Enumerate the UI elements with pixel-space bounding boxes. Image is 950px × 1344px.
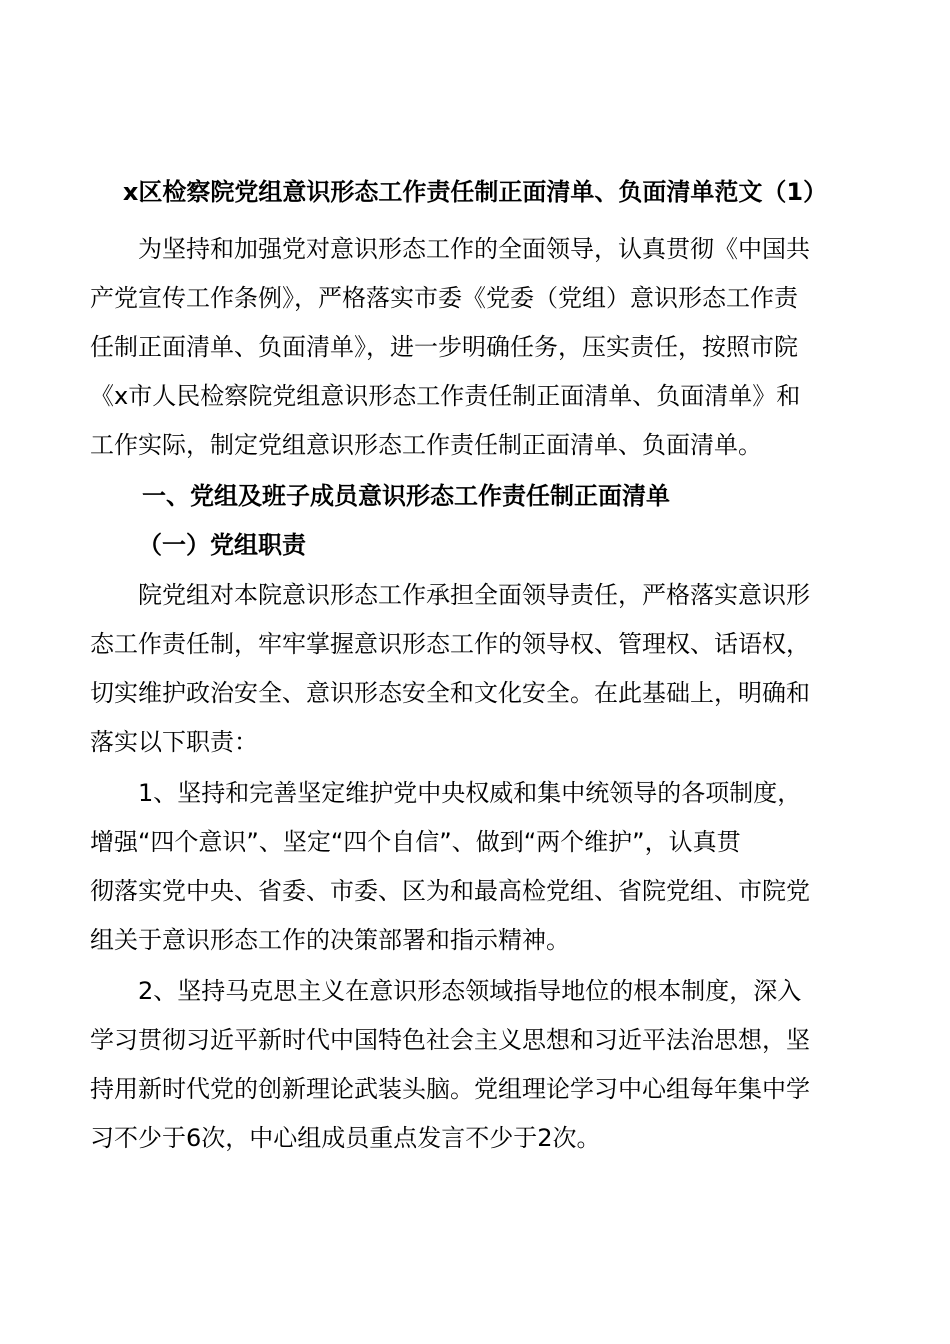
- intro-paragraph: [90, 225, 860, 470]
- item-1-line: 增强“四个意识”、坚定“四个自信”、做到“两个维护”，认真贯: [90, 828, 741, 856]
- item-2-paragraph: [90, 967, 860, 1163]
- duties-line: 院党组对本院意识形态工作承担全面领导责任，严格落实意识形: [90, 581, 810, 609]
- section-heading: 一、党组及班子成员意识形态工作责任制正面清单: [142, 482, 670, 510]
- item-2-line: 习不少于6次，中心组成员重点发言不少于2次。: [90, 1124, 601, 1152]
- duties-line: 落实以下职责：: [90, 728, 258, 756]
- subsection-heading: （一）党组职责: [138, 531, 306, 559]
- intro-line: 为坚持和加强党对意识形态工作的全面领导，认真贯彻《中国共: [90, 235, 810, 263]
- item-2-line: 学习贯彻习近平新时代中国特色社会主义思想和习近平法治思想，坚: [90, 1026, 810, 1054]
- item-2-line: 持用新时代党的创新理论武装头脑。党组理论学习中心组每年集中学: [90, 1075, 810, 1103]
- document-title: x区检察院党组意识形态工作责任制正面清单、负面清单范文（1）: [122, 178, 828, 206]
- intro-line: 《x市人民检察院党组意识形态工作责任制正面清单、负面清单》和: [90, 382, 801, 410]
- item-2-line: 2、坚持马克思主义在意识形态领域指导地位的根本制度，深入: [90, 977, 802, 1005]
- item-1-line: 彻落实党中央、省委、市委、区为和最高检党组、省院党组、市院党: [90, 877, 810, 905]
- intro-line: 工作实际，制定党组意识形态工作责任制正面清单、负面清单。: [90, 431, 762, 459]
- duties-line: 切实维护政治安全、意识形态安全和文化安全。在此基础上，明确和: [90, 679, 810, 707]
- item-1-line: 1、坚持和完善坚定维护党中央权威和集中统领导的各项制度，: [90, 779, 802, 807]
- intro-line: 任制正面清单、负面清单》，进一步明确任务，压实责任，按照市院: [90, 333, 798, 361]
- duties-line: 态工作责任制，牢牢掌握意识形态工作的领导权、管理权、话语权，: [90, 630, 810, 658]
- duties-paragraph: [90, 571, 860, 767]
- item-1-line: 组关于意识形态工作的决策部署和指示精神。: [90, 926, 570, 954]
- item-1-paragraph: [90, 769, 860, 965]
- intro-line: 产党宣传工作条例》，严格落实市委《党委（党组）意识形态工作责: [90, 284, 798, 312]
